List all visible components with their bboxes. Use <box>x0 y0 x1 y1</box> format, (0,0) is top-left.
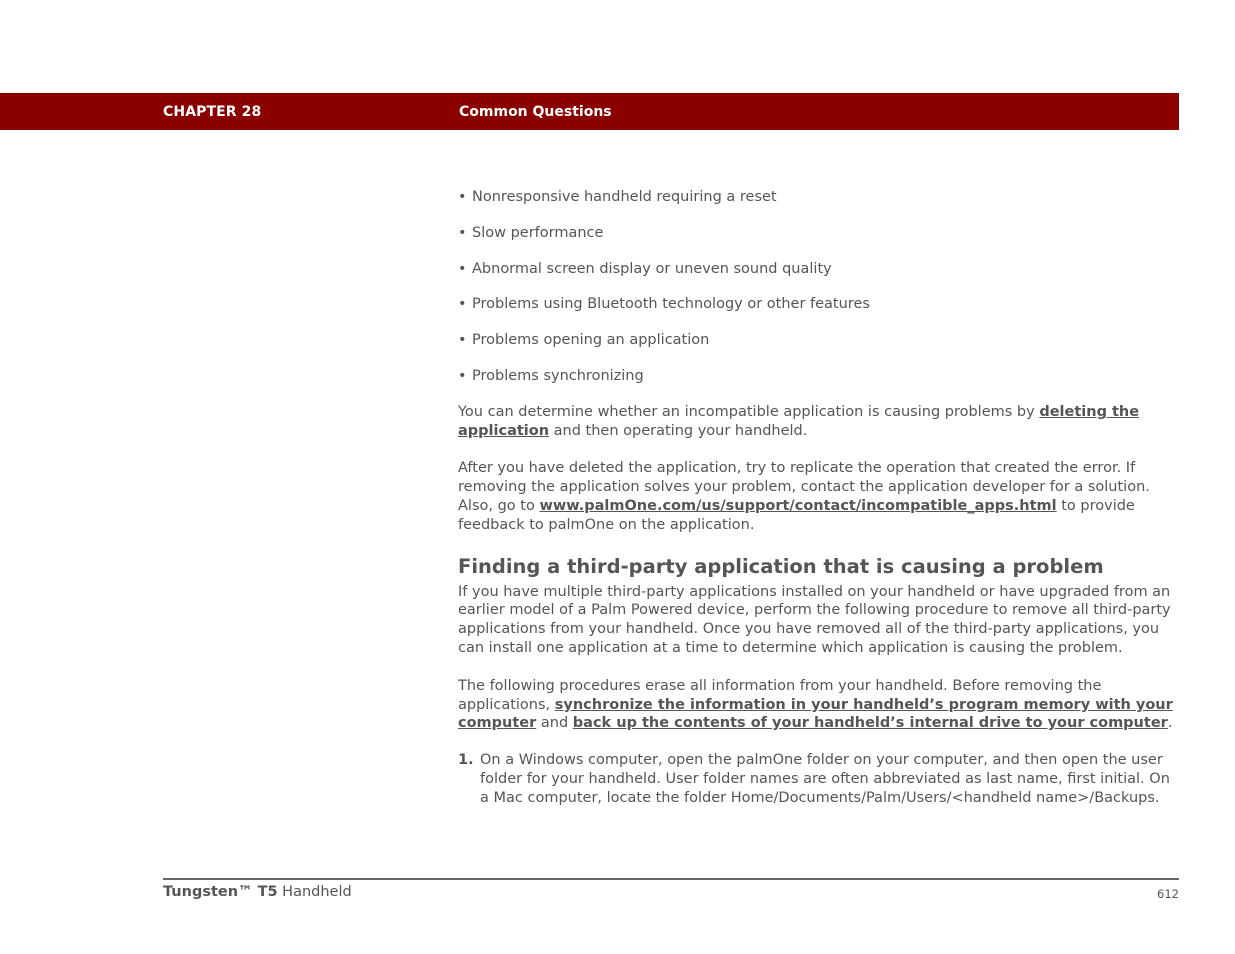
chapter-label: CHAPTER 28 <box>163 104 262 120</box>
step-number: 1. <box>458 752 474 769</box>
footer-product-name: Tungsten™ T5 Handheld <box>163 884 352 900</box>
bullet-icon: • <box>458 296 467 313</box>
list-item: • Problems using Bluetooth technology or other features <box>458 296 870 313</box>
bullet-icon: • <box>458 332 467 349</box>
bullet-icon: • <box>458 224 467 241</box>
synchronize-link[interactable]: synchronize the information in your handheld’s program memory with your computer <box>458 696 1173 732</box>
bullet-icon: • <box>458 260 467 277</box>
symptom-list <box>458 188 1180 385</box>
footer-divider <box>163 878 1179 880</box>
list-item: • Abnormal screen display or uneven sound quality <box>458 260 832 277</box>
deleting-application-link[interactable]: deleting the application <box>458 403 1140 439</box>
erase-warning-paragraph: The following procedures erase all information from your handheld. Before removing the applications, synchronize the information in your handheld’s program memory with your computer and back up the contents of your handheld’s internal drive to your computer. <box>458 677 1173 732</box>
page-number: 612 <box>1157 887 1179 901</box>
list-item: • Problems opening an application <box>458 332 710 349</box>
bullet-icon: • <box>458 367 467 384</box>
section-heading: Finding a third-party application that is causing a problem <box>458 554 1104 578</box>
main-content <box>458 188 1180 808</box>
step-1 <box>458 751 1180 807</box>
backup-link[interactable]: back up the contents of your handheld’s internal drive to your computer <box>572 715 1168 732</box>
palmone-support-link[interactable]: www.palmOne.com/us/support/contact/incompatible_apps.html <box>539 497 1057 514</box>
list-item: • Slow performance <box>458 224 604 241</box>
list-item: • Nonresponsive handheld requiring a reset <box>458 189 777 205</box>
replicate-paragraph: After you have deleted the application, try to replicate the operation that created the error. If removing the application solves your problem, contact the application developer for a solution. Also, go to www.palmOne.com/us/support/contact/incompatible_apps.html to provide feedback to palmOne on the application. <box>458 460 1150 533</box>
step-text: On a Windows computer, open the palmOne folder on your computer, and then open the user folder for your handheld. User folder names are often abbreviated as last name, first initial. On a Mac computer, locate the folder Home/Documents/Palm/Users/<handheld name>/Backups. <box>480 752 1170 806</box>
list-item: • Problems synchronizing <box>458 367 644 384</box>
bullet-icon: • <box>458 189 467 205</box>
determine-paragraph: You can determine whether an incompatible application is causing problems by deleting the application and then operating your handheld. <box>458 403 1140 439</box>
multiple-apps-paragraph: If you have multiple third-party applications installed on your handheld or have upgraded from an earlier model of a Palm Powered device, perform the following procedure to remove all third-party applications from your handheld. Once you have removed all of the third-party applications, you can install one application at a time to determine which application is causing the problem. <box>458 583 1171 656</box>
chapter-title: Common Questions <box>459 104 612 120</box>
